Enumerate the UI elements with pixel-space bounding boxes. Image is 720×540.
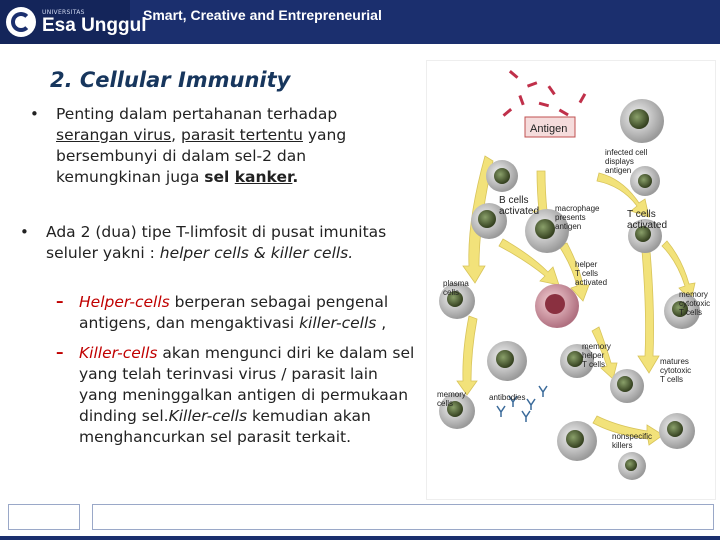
p1-text-2: , — [171, 126, 182, 144]
footer-box-2 — [92, 504, 714, 530]
immune-response-diagram — [426, 60, 716, 500]
nonspecific-label: nonspecific killers — [612, 432, 653, 450]
arrow-to-matures — [638, 251, 659, 373]
p1-text-4: . — [292, 168, 299, 186]
logo-name: Esa Unggul — [42, 14, 147, 36]
bullet-1-text — [56, 104, 406, 188]
memory-helper-label: memory helper T cells — [582, 342, 611, 369]
memory-cells-label: memory cells — [437, 390, 466, 408]
macrophage-label: macrophage presents antigen — [555, 204, 600, 231]
university-logo — [6, 7, 147, 37]
helper-activated-label: helper T cells activated — [575, 260, 608, 287]
header-tagline: Smart, Creative and Entrepreneurial — [143, 7, 382, 23]
slide-title: 2. Cellular Immunity — [50, 68, 291, 92]
header-bar — [0, 0, 720, 44]
sub2-italic: Killer-cells — [168, 407, 248, 425]
sub2-text-2: kemudian akan menghancurkan sel parasit terkait. — [79, 407, 371, 446]
bullet-2-symbol: • — [20, 223, 29, 241]
sub1-text-2: , — [376, 314, 387, 332]
memory-cytotoxic-label: memory cytotoxic T cells — [679, 290, 711, 317]
p2-italic: helper cells & killer cells. — [159, 244, 354, 262]
antigen-label: Antigen — [530, 123, 568, 135]
infected-label: infected cell displays antigen — [605, 148, 648, 175]
sub-2-text — [79, 343, 419, 448]
antigen-box — [525, 117, 575, 137]
p1-bold-underline: kanker — [234, 168, 293, 186]
sub2-text-1: akan mengunci diri ke dalam sel yang telah terinvasi virus / parasit lain yang meninggalkan antigen di permukaan dinding sel. — [79, 344, 415, 425]
sub-1-dash: – — [56, 292, 64, 310]
virus-particles — [503, 70, 587, 117]
p1-text-1: Penting dalam pertahanan terhadap — [56, 105, 338, 123]
b-cells-label: B cells activated — [499, 195, 540, 217]
footer-strip — [0, 536, 720, 540]
p2-text: Ada 2 (dua) tipe T-limfosit di pusat imunitas seluler yakni : — [46, 223, 387, 262]
plasma-label: plasma cells — [443, 279, 469, 297]
arrow-to-memory — [457, 316, 477, 395]
sub-1-text — [79, 292, 419, 334]
bullet-2-text — [46, 222, 416, 264]
sub1-italic: killer-cells — [299, 314, 377, 332]
bullet-1-symbol: • — [30, 105, 39, 123]
p1-underline-2: parasit tertentu — [181, 126, 303, 144]
sub2-red: Killer-cells — [79, 344, 158, 362]
p1-text-3: yang bersembunyi di dalam sel-2 dan kemungkinan juga — [56, 126, 347, 186]
p1-bold-1: sel — [204, 168, 235, 186]
sub1-red: Helper-cells — [79, 293, 170, 311]
cells — [439, 99, 700, 480]
footer-decoration — [0, 498, 720, 540]
sub-2-dash: – — [56, 343, 64, 361]
logo-small-text: UNIVERSITAS — [42, 8, 85, 16]
matures-label: matures cytotoxic T cells — [660, 357, 692, 384]
p1-underline-1: serangan virus — [56, 126, 172, 144]
logo-emblem-icon — [6, 7, 36, 37]
t-cells-label: T cells activated — [627, 209, 668, 231]
footer-box-1 — [8, 504, 80, 530]
antibodies-label: antibodies — [489, 393, 526, 402]
sub1-text-1: berperan sebagai pengenal antigens, dan mengaktivasi — [79, 293, 389, 332]
antibodies — [497, 386, 547, 422]
